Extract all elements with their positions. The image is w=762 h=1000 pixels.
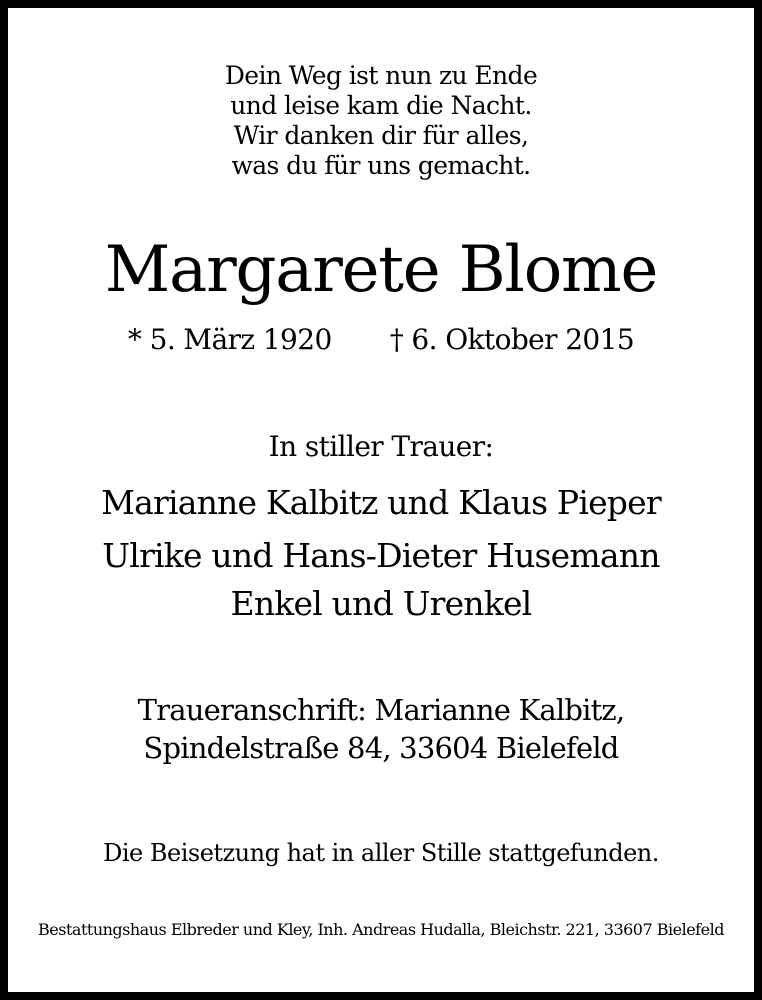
life-dates [8,323,754,356]
verse-line-4: was du für uns gemacht. [231,151,531,180]
mourner-line-2: Ulrike und Hans-Dieter Husemann [102,536,660,575]
verse-line-2: und leise kam die Nacht. [230,91,532,120]
verse-line-3: Wir danken dir für alles, [233,121,529,150]
burial-note: Die Beisetzung hat in aller Stille stattgefunden. [103,839,659,867]
verse-line-1: Dein Weg ist nun zu Ende [224,61,538,90]
death-date: † 6. Oktober 2015 [389,323,635,356]
mourning-address-line-2: Spindelstraße 84, 33604 Bielefeld [143,731,619,765]
mourner-line-3: Enkel und Urenkel [230,584,532,623]
funeral-home-footer: Bestattungshaus Elbreder und Kley, Inh. Andreas Hudalla, Bleichstr. 221, 33607 Bielefeld [38,920,724,939]
birth-date: * 5. März 1920 [127,323,332,356]
mourning-address-line-1: Traueranschrift: Marianne Kalbitz, [137,693,625,727]
mourning-heading: In stiller Trauer: [268,430,494,463]
deceased-name: Margarete Blome [104,233,658,307]
mourner-line-1: Marianne Kalbitz und Klaus Pieper [101,483,661,522]
